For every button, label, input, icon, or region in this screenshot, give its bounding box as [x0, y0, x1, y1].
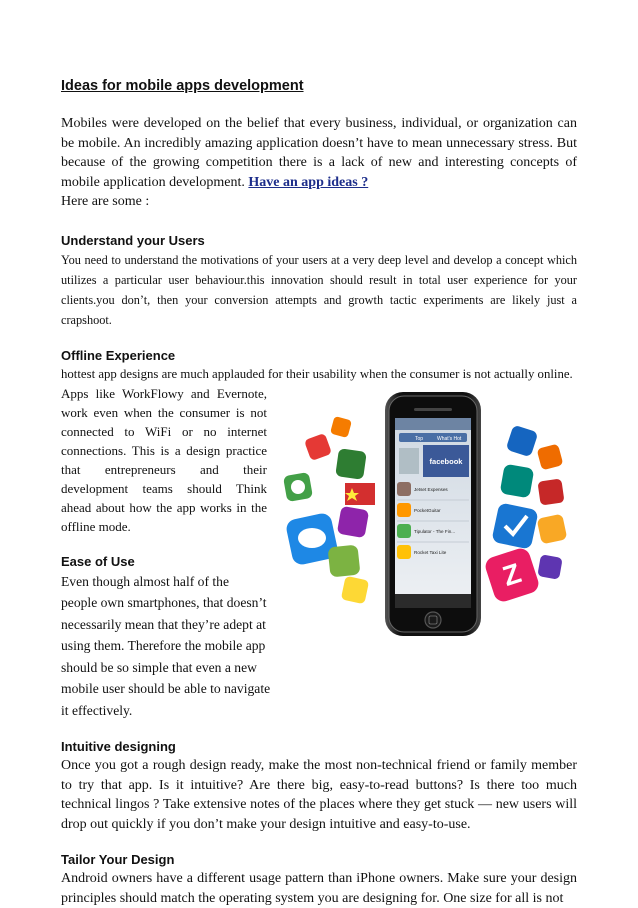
- phone-row-2: PocketGuitar: [414, 507, 441, 513]
- phone-tab-hot: What's Hot: [437, 435, 462, 442]
- phone-row-3: Tipulator - The Fin...: [414, 528, 456, 534]
- section-body-ease-of-use: Even though almost half of the people own smartphones, that doesn’t necessarily mean that they’re adept at using them. Therefore the mobile app should be so simple that even a new mobile user should be able to navigate it effectively.: [61, 573, 271, 718]
- section-body-offline-rest: Apps like WorkFlowy and Evernote, work even when the consumer is not connected to WiFi or no internet connections. This is a design practice that entrepreneurs and their development teams should Think ahead about how the app works in the offline mode.: [61, 385, 267, 534]
- phone-banner-facebook: facebook: [429, 456, 463, 466]
- app-ideas-link[interactable]: Have an app ideas ?: [248, 174, 369, 190]
- section-heading-intuitive-designing: Intuitive designing: [61, 739, 176, 754]
- app-icons-right: [483, 424, 567, 603]
- phone-tab-top: Top: [415, 435, 424, 442]
- phone-row-4: Rocket Taxi Lite: [414, 549, 447, 555]
- intro-paragraph: [61, 114, 577, 192]
- section-heading-understand-users: Understand your Users: [61, 232, 205, 248]
- section-heading-ease-of-use: Ease of Use: [61, 553, 135, 569]
- app-icons-left: [283, 415, 375, 603]
- section-body-understand-users: You need to understand the motivations of your users at a very deep level and develop a concept which utilizes a particular user behaviour.this innovation should result in total user experience for your clients.you don’t, then your conversion attempts and growth tactic experiments are likely just a crapshoot.: [61, 252, 577, 327]
- svg-text:Z: Z: [498, 556, 525, 592]
- section-body-tailor-design: Android owners have a different usage pattern than iPhone owners. Make sure your design principles should match the operating system you are designing for. One size for all is not: [61, 871, 577, 906]
- section-body-intuitive-designing: Once you got a rough design ready, make the most non-technical friend or family member to try that app. Is it intuitive? Are there big, easy-to-read buttons? Is there too much technical lingos ? Take extensive notes of the places where they get stuck — new users will drop out quickly if you don’t make your design intuitive and easy-to-use.: [61, 758, 577, 832]
- phone-row-1: Jetset Expenses: [414, 486, 448, 492]
- intro-after: Here are some :: [61, 194, 150, 209]
- smartphone-image: [385, 392, 481, 636]
- page-title: Ideas for mobile apps development: [61, 78, 304, 94]
- ease-of-use-section: [61, 553, 279, 722]
- document-content: [61, 76, 577, 908]
- section-heading-offline-experience: Offline Experience: [61, 347, 176, 363]
- intro-text: Mobiles were developed on the belief that every business, individual, or organization can be mobile. An incredibly amazing application doesn’t have to mean unnecessary stress. But because of the growing competition there is a lack of new and interesting concepts of mobile application development.: [61, 116, 577, 190]
- section-heading-tailor-design: Tailor Your Design: [61, 852, 175, 867]
- section-body-offline-line1: hottest app designs are much applauded for their usability when the consumer is not actually online.: [61, 366, 573, 381]
- mobile-apps-illustration: [277, 388, 577, 640]
